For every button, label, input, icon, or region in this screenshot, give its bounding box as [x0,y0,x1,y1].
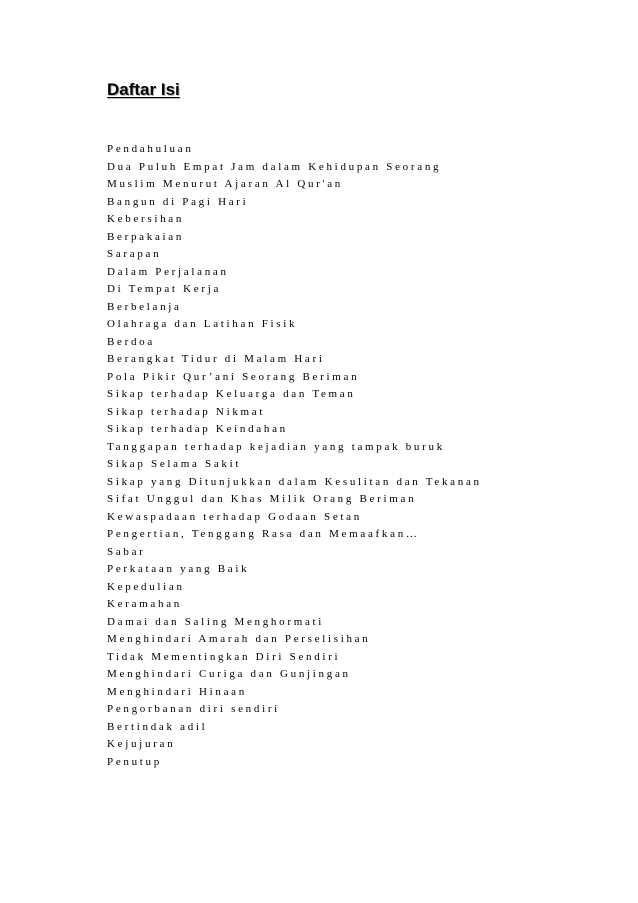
toc-entry: Keramahan [107,598,182,610]
toc-entry: Penutup [107,755,162,768]
toc-entry: Berangkat Tidur di Malam Hari [107,353,325,365]
toc-entry: Tanggapan terhadap kejadian yang tampak buruk [107,440,445,453]
page-title: Daftar Isi [107,80,180,99]
toc-entry: Sikap terhadap Nikmat [107,405,266,418]
toc-entry: Perkataan yang Baik [107,563,250,575]
toc-entry: Sikap yang Ditunjukkan dalam Kesulitan dan Tekanan [107,475,482,488]
toc-entry: Bangun di Pagi Hari [107,195,249,208]
toc-entry: Sabar [107,545,146,558]
toc-entry: Pengertian, Tenggang Rasa dan Memaafkan… [107,528,420,540]
toc-entry: Pendahuluan [107,143,194,155]
toc-entry: Menghindari Curiga dan Gunjingan [107,668,351,680]
toc-entry: Tidak Mementingkan Diri Sendiri [107,650,341,663]
toc-entry: Kewaspadaan terhadap Godaan Setan [107,510,362,523]
toc-entry: Damai dan Saling Menghormati [107,615,325,628]
toc-entry: Sikap terhadap Keluarga dan Teman [107,388,356,400]
toc-entry: Sikap terhadap Keindahan [107,423,288,435]
toc-entry: Bertindak adil [107,720,208,733]
toc-entry: Berdoa [107,335,155,348]
table-of-contents [107,141,482,771]
toc-entry: Menghindari Amarah dan Perselisihan [107,633,371,645]
toc-entry: Olahraga dan Latihan Fisik [107,318,298,330]
toc-entry: Menghindari Hinaan [107,685,247,698]
toc-entry: Sarapan [107,248,162,260]
toc-entry: Berpakaian [107,230,185,243]
toc-entry: Dua Puluh Empat Jam dalam Kehidupan Seorang [107,160,442,173]
toc-entry: Di Tempat Kerja [107,283,222,295]
toc-entry: Sifat Unggul dan Khas Milik Orang Beriman [107,493,417,505]
toc-entry: Dalam Perjalanan [107,265,229,278]
toc-entry: Kejujuran [107,738,176,750]
toc-entry: Muslim Menurut Ajaran Al Qur'an [107,178,343,190]
toc-entry: Kebersihan [107,213,185,225]
toc-entry: Pengorbanan diri sendiri [107,703,280,715]
toc-entry: Berbelanja [107,300,182,313]
toc-entry: Pola Pikir Qur’ani Seorang Beriman [107,370,360,383]
toc-entry: Sikap Selama Sakit [107,458,242,470]
toc-entry: Kepedulian [107,580,185,593]
